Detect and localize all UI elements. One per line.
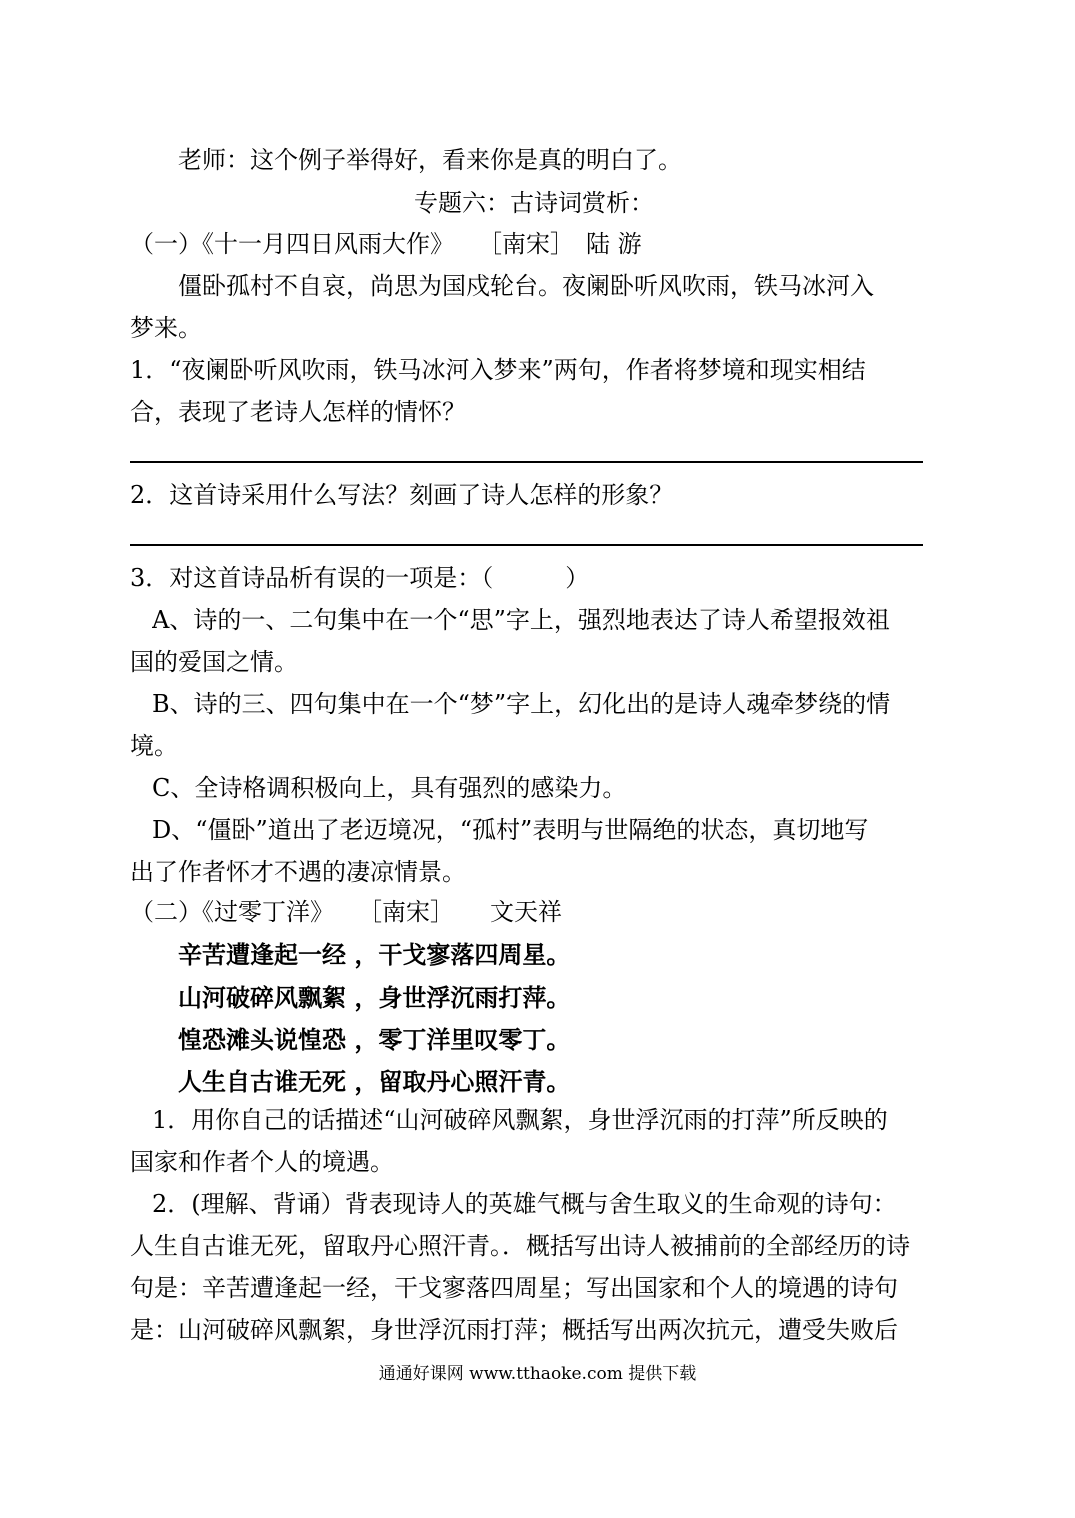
option-a-line-2: 国的爱国之情。 bbox=[130, 648, 298, 676]
answer-line-1 bbox=[130, 461, 923, 463]
answer-line-2 bbox=[130, 544, 923, 546]
poem-1-text-line-2: 梦来。 bbox=[130, 314, 202, 342]
question-1-line-2: 合，表现了老诗人怎样的情怀？ bbox=[130, 398, 466, 426]
section-heading: 专题六：古诗词赏析： bbox=[414, 189, 654, 217]
question-2: 2．这首诗采用什么写法？刻画了诗人怎样的形象？ bbox=[130, 481, 674, 509]
poem-2-verse-3: 惶恐滩头说惶恐 ，零丁洋里叹零丁。 bbox=[178, 1026, 571, 1054]
option-c: C、全诗格调积极向上，具有强烈的感染力。 bbox=[152, 774, 627, 802]
poem-2-title: （二）《过零丁洋》 ［南宋］ 文天祥 bbox=[130, 898, 562, 926]
question-3: 3．对这首诗品析有误的一项是：（ ） bbox=[130, 564, 590, 592]
poem-1-title: （一）《十一月四日风雨大作》 ［南宋］ 陆 游 bbox=[130, 230, 642, 258]
poem-2-question-2-line-1: 2．(理解、背诵）背表现诗人的英雄气概与舍生取义的生命观的诗句： bbox=[152, 1190, 897, 1218]
poem-2-question-2-line-3: 句是：辛苦遭逢起一经，干戈寥落四周星；写出国家和个人的境遇的诗句 bbox=[130, 1274, 898, 1302]
option-b-line-1: B、诗的三、四句集中在一个“梦”字上，幻化出的是诗人魂牵梦绕的情 bbox=[152, 690, 891, 718]
teacher-remark: 老师：这个例子举得好，看来你是真的明白了。 bbox=[178, 146, 682, 174]
option-d-line-2: 出了作者怀才不遇的凄凉情景。 bbox=[130, 858, 466, 886]
option-a-line-1: A、诗的一、二句集中在一个“思”字上，强烈地表达了诗人希望报效祖 bbox=[152, 606, 890, 634]
poem-2-verse-2: 山河破碎风飘絮 ，身世浮沉雨打萍。 bbox=[178, 984, 571, 1012]
poem-2-verse-1: 辛苦遭逢起一经 ，干戈寥落四周星。 bbox=[178, 941, 571, 969]
poem-2-question-1-line-2: 国家和作者个人的境遇。 bbox=[130, 1148, 394, 1176]
poem-2-question-2-line-4: 是：山河破碎风飘絮，身世浮沉雨打萍；概括写出两次抗元，遭受失败后 bbox=[130, 1316, 898, 1344]
poem-2-question-2-line-2: 人生自古谁无死，留取丹心照汗青。．概括写出诗人被捕前的全部经历的诗 bbox=[130, 1232, 910, 1260]
option-b-line-2: 境。 bbox=[130, 732, 178, 760]
page-footer: 通通好课网 www.tthaoke.com 提供下载 bbox=[378, 1364, 697, 1384]
poem-1-text-line-1: 僵卧孤村不自哀，尚思为国戍轮台。夜阑卧听风吹雨，铁马冰河入 bbox=[130, 272, 874, 300]
poem-2-question-1-line-1: 1．用你自己的话描述“山河破碎风飘絮，身世浮沉雨的打萍”所反映的 bbox=[152, 1106, 888, 1134]
option-d-line-1: D、“僵卧”道出了老迈境况，“孤村”表明与世隔绝的状态，真切地写 bbox=[152, 816, 869, 844]
question-1-line-1: 1．“夜阑卧听风吹雨，铁马冰河入梦来”两句，作者将梦境和现实相结 bbox=[130, 356, 866, 384]
poem-2-verse-4: 人生自古谁无死 ，留取丹心照汗青。 bbox=[178, 1068, 571, 1096]
